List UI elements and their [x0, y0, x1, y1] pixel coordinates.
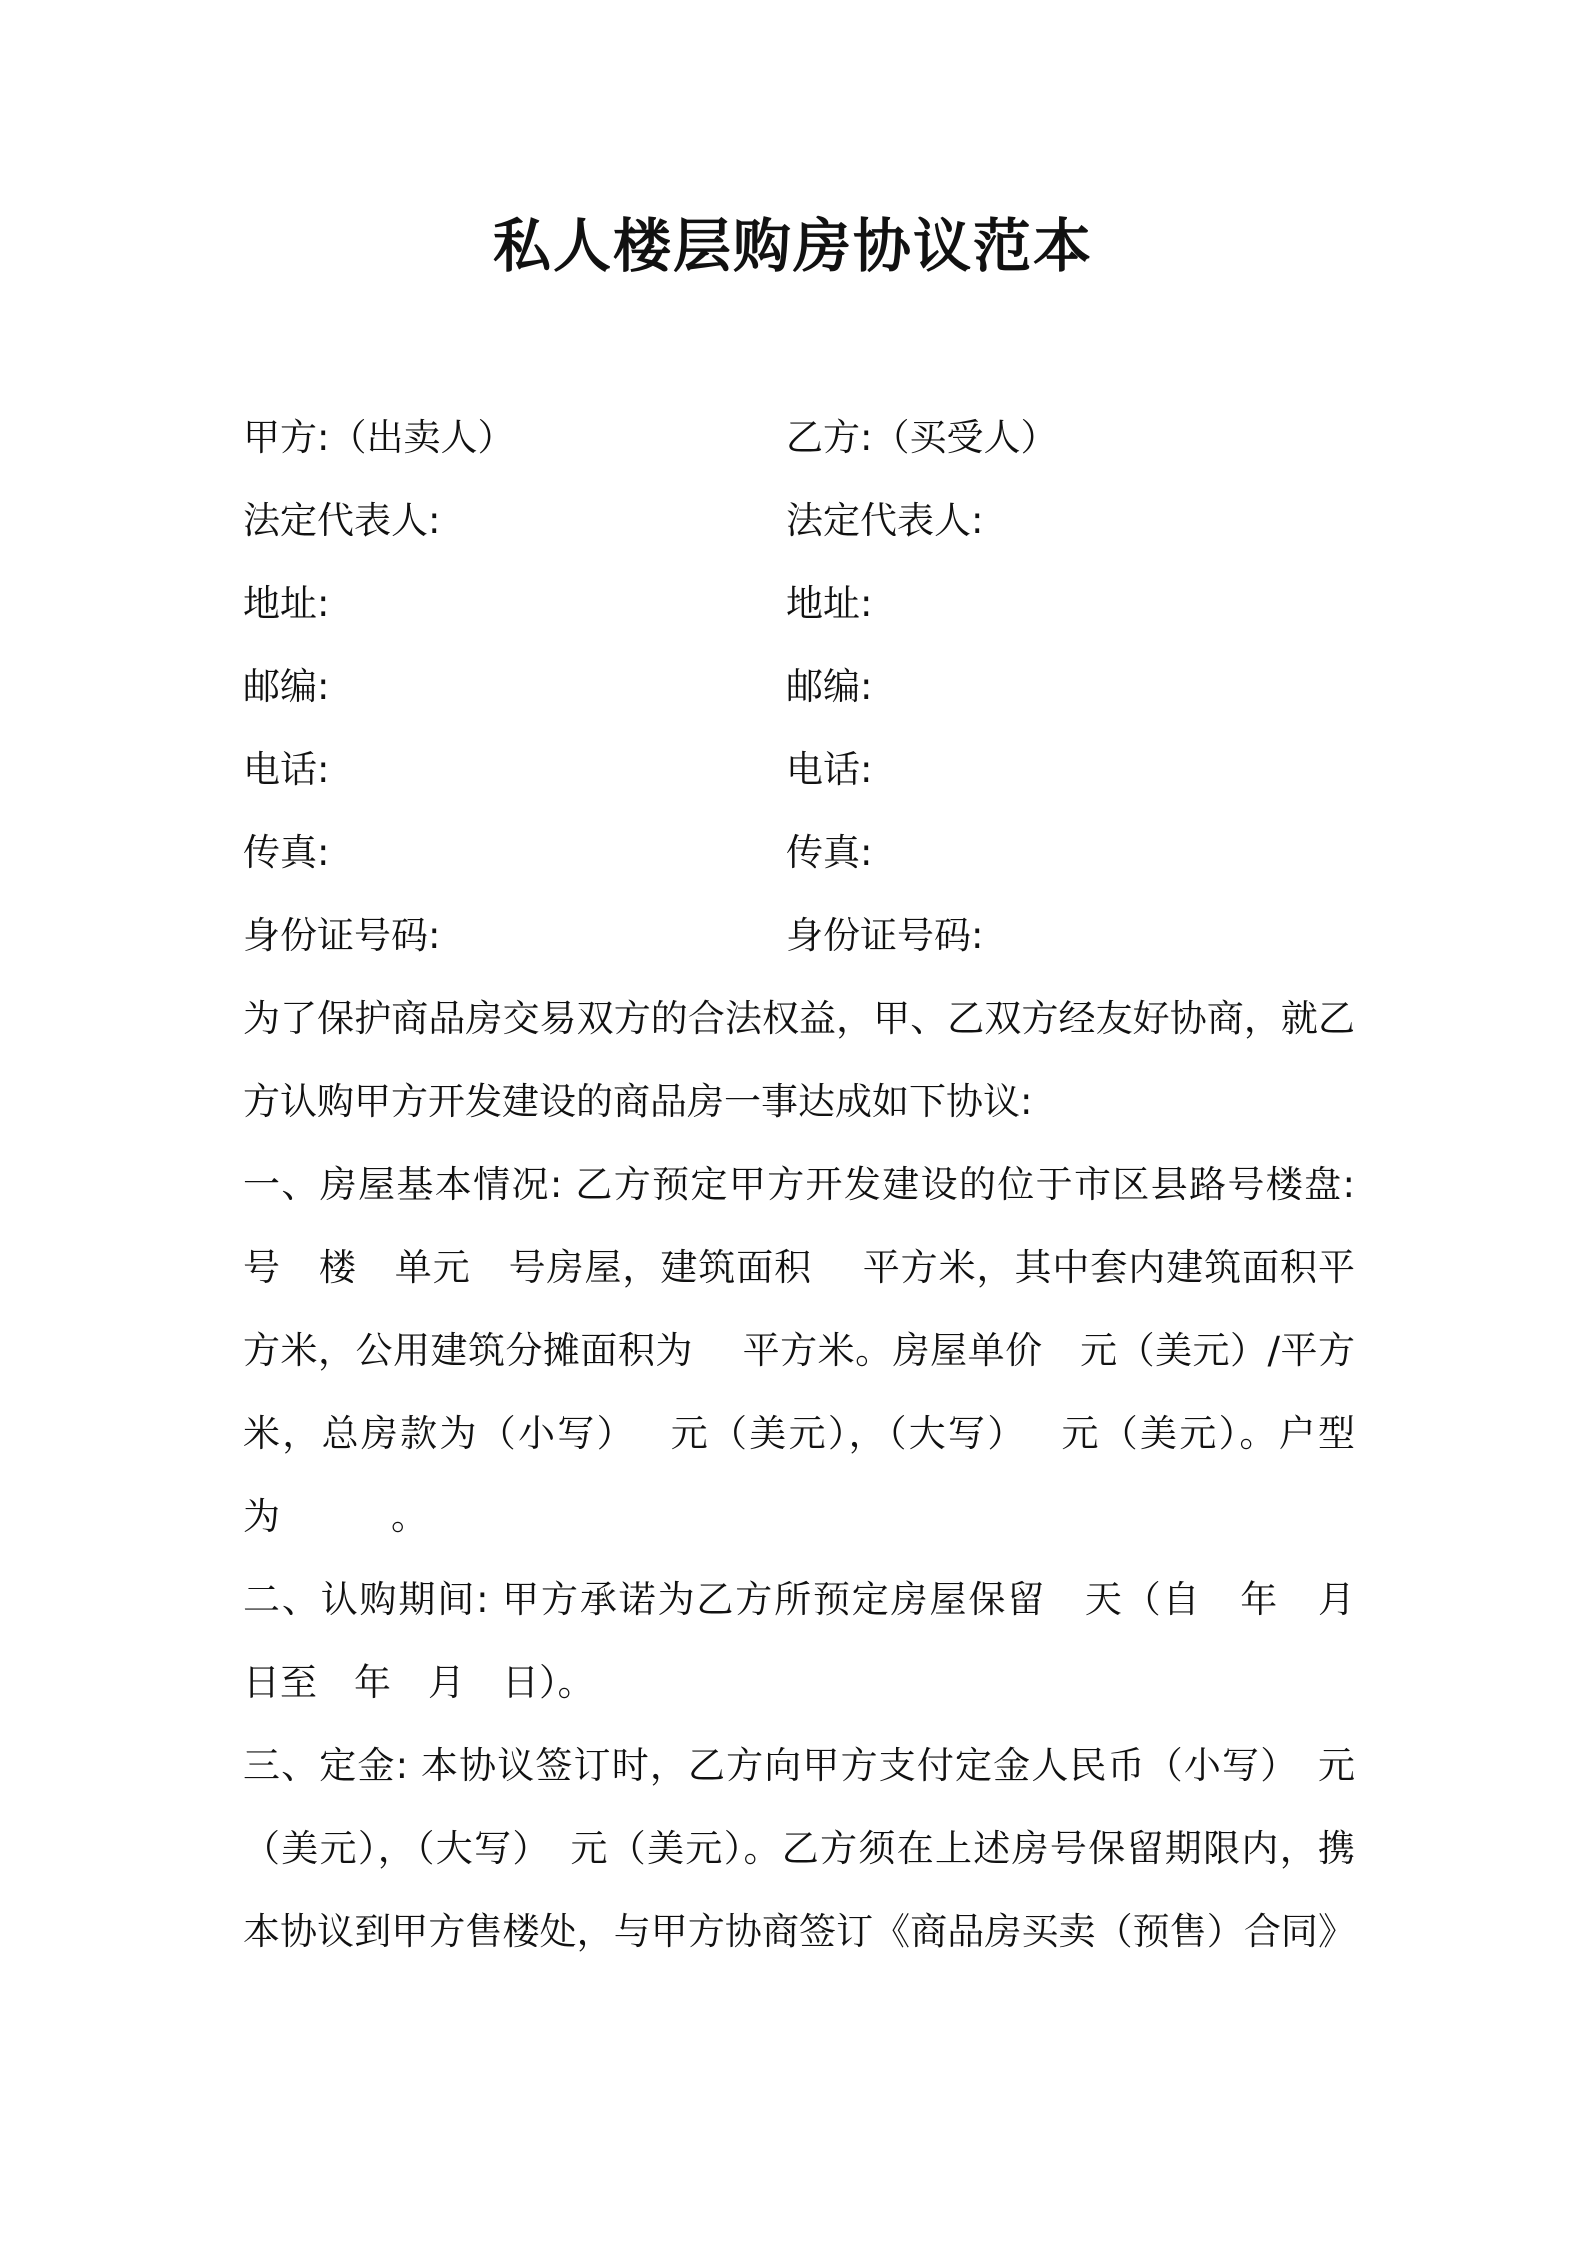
clause-1-line-3: 方米，公用建筑分摊面积为 平方米。房屋单价 元（美元）/平方: [243, 1329, 1355, 1372]
party-b-role: 乙方:（买受人）: [786, 416, 1058, 459]
party-row-phone: [243, 740, 1363, 800]
clause-1-line-1: 一、房屋基本情况: 乙方预定甲方开发建设的位于市区县路号楼盘:: [243, 1163, 1355, 1206]
clause-2-line-2: 日至 年 月 日）。: [243, 1661, 595, 1704]
party-b-postcode: 邮编:: [786, 665, 873, 708]
clause-3-line-3: 本协议到甲方售楼处，与甲方协商签订《商品房买卖（预售）合同》: [243, 1910, 1355, 1953]
party-b-legal-rep: 法定代表人:: [786, 499, 984, 542]
party-a-fax: 传真:: [243, 831, 330, 874]
party-b-id-number: 身份证号码:: [786, 914, 984, 957]
clause-1-line-5: 为 。: [243, 1495, 428, 1538]
party-row-id-number: [243, 906, 1363, 966]
party-a-id-number: 身份证号码:: [243, 914, 441, 957]
clause-3-line-2: （美元），（大写） 元（美元）。乙方须在上述房号保留期限内，携: [243, 1827, 1355, 1870]
party-a-postcode: 邮编:: [243, 665, 330, 708]
clause-3-line-1: 三、定金: 本协议签订时，乙方向甲方支付定金人民币（小写） 元: [243, 1744, 1355, 1787]
party-row-address: [243, 574, 1363, 634]
party-a-phone: 电话:: [243, 748, 330, 791]
party-row-fax: [243, 823, 1363, 883]
party-row-postcode: [243, 657, 1363, 717]
clause-1-line-2: 号 楼 单元 号房屋，建筑面积 平方米，其中套内建筑面积平: [243, 1246, 1355, 1289]
party-a-role: 甲方:（出卖人）: [243, 416, 515, 459]
preamble-line-1: 为了保护商品房交易双方的合法权益，甲、乙双方经友好协商，就乙: [243, 997, 1355, 1040]
preamble-line-2: 方认购甲方开发建设的商品房一事达成如下协议:: [243, 1080, 1033, 1123]
party-row-legal-rep: [243, 491, 1363, 551]
party-row-role: [243, 408, 1363, 468]
document-title: 私人楼层购房协议范本: [492, 212, 1093, 280]
clause-1-line-4: 米，总房款为（小写） 元（美元），（大写） 元（美元）。户型: [243, 1412, 1355, 1455]
party-b-fax: 传真:: [786, 831, 873, 874]
party-b-address: 地址:: [786, 582, 873, 625]
party-a-legal-rep: 法定代表人:: [243, 499, 441, 542]
clause-2-line-1: 二、认购期间: 甲方承诺为乙方所预定房屋保留 天（自 年 月: [243, 1578, 1355, 1621]
party-b-phone: 电话:: [786, 748, 873, 791]
party-a-address: 地址:: [243, 582, 330, 625]
